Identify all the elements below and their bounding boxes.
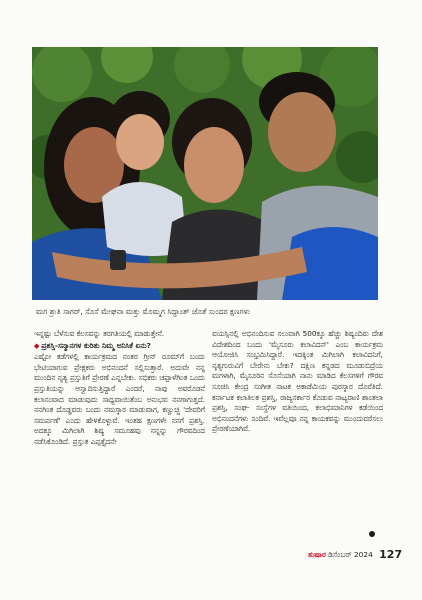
- left-paragraph-1: ಇನ್ನಷ್ಟು ಬೆಳೆಸುವ ಕೆಲಸವನ್ನು ತರಗತಿಯಲ್ಲಿ ಮಾಡುತ್ತೇನೆ.: [34, 329, 165, 338]
- left-paragraph-2: ಎಷ್ಟೋ ಕಡೆಗಳಲ್ಲಿ ಕಾರ್ಯಕ್ರಮದ ನಂತರ ಗ್ರೀನ್ ರೂಮ್‌ಗೆ ಬಂದು ಭೇಟಿಯಾಗುವ ಪ್ರೇಕ್ಷಕರು ಅಭಿನಂದನೆ ಸಲ್ಲಿಸುತ್ತಾರೆ. ಅದುವೇ ನನ್ನ ಮುಂದಿನ ನೃತ್ಯ ಪ್ರಸ್ತುತಿಗೆ ಪ್ರೇರಣೆ ಎನ್ನಬೇಕು. ಸಭಿಕರು ಚಪ್ಪಾಳೆಗಿಂತ ಒಂದು ಪ್ರಸ್ತುತಿಯನ್ನು ಆಸ್ವಾದಿಸುತ್ತಿದ್ದಾರೆ ಎಂದರೆ, ನಾವು ಅವರೊಡನೆ ಕಲಾಸಂವಾದ ಮಾಡುವುದು ಸಾಧ್ಯವಾಯಿತೆಂಬ ಅನುಭವ ನನಗಾಗುತ್ತದೆ. ನನಗಿಂತ ದೊಡ್ಡವರು ಬಂದು ನಮಸ್ಕಾರ ಮಾಡುವಾಗ, ಕಣ್ಣುಚ್ಚಿ 'ದೇವರಿಗೆ ಸಮರ್ಪಣೆ' ಎಂದು ಹೇಳಿಕೊಳ್ಳುವೆ. ಇಂತಹ ಕ್ಷಣಗಳೇ ನನಗೆ ಪ್ರಶಸ್ತಿ. ಅದಕ್ಕೂ ಮಿಗಿಲಾಗಿ ಶಿಷ್ಯ ಸಮೂಹವು ನನ್ನನ್ನು ಗೌರವದಿಂದ ನಡೆಸಿಕೊಂಡಿದೆ. ಪ್ರಸ್ತುತ ಎಪ್ಪತ್ತೈದನೇ: [34, 352, 205, 446]
- page-number: 127: [379, 548, 403, 561]
- photo-caption: ಮಗ ಶ್ರುತಿ ಸಾಗರ್, ಸೊಸೆ ಮೇಘನಾ ಮತ್ತು ಮೊಮ್ಮಗ ಸಿದ್ಧಾಂತ್ ಜೊತೆ ಸುಂದರ ಕ್ಷಣಗಳು: [36, 307, 251, 316]
- article-left-column: [34, 329, 205, 529]
- issue-date: ಡಿಸೆಂಬರ್ 2024: [328, 550, 373, 559]
- article-end-dot-icon: [369, 531, 375, 537]
- interview-question: [34, 341, 205, 352]
- question-text: ಪ್ರಶಸ್ತಿ-ಸನ್ಮಾನಗಳ ಕುರಿತು ನಿಮ್ಮ ಅನಿಸಿಕೆ ಏನು?: [41, 340, 151, 350]
- bullet-icon: ◆: [34, 341, 40, 350]
- family-photo: [32, 47, 378, 300]
- right-paragraph-1: ವಯಸ್ಸಿನಲ್ಲಿ ಅಭಿನಂದಿಸುವ ಸಲುವಾಗಿ 500ಕ್ಕೂ ಹೆಚ್ಚು ಶಿಷ್ಯಂದಿರು ದೇಶ ವಿದೇಶದಿಂದ ಬಂದು 'ಮೈಸೂರು ಕಲಾವಿದನ್' ಎಂಬ ಕಾರ್ಯಕ್ರಮ ಆಯೋಜಿಸಿ ಸಂಭ್ರಮಿಸಿದ್ದಾರೆ. ಇದಕ್ಕಿಂತ ಮಿಗಿಲಾಗಿ ಕಲಾವಿದನಿಗೆ, ನೃತ್ಯಗುರುವಿಗೆ ಬೇರೇನು ಬೇಕು? ದಕ್ಷಿಣ ಕನ್ನಡದ ಮೂಡುಬಿದ್ರೆಯ ಮಗಳಾಗಿ, ಮೈಸೂರಿನ ಸೊಸೆಯಾಗಿ ನಾನು ಮಾಡಿದ ಕೆಲಸಗಳಿಗೆ ಗೌರವ ಸೂಚಿಸಿ ಕೇಂದ್ರ ಸಂಗೀತ ನಾಟಕ ಅಕಾಡೆಮಿಯ ಪುರಸ್ಕಾರ ದೊರೆತಿದೆ. ಕರ್ನಾಟಕ ಕಲಾತಿಲಕ ಪ್ರಶಸ್ತಿ, ರಾಜ್ಯಸರ್ಕಾರ ಕೊಡುವ ನಾಟ್ಯರಾಣಿ ಶಾಂತಲಾ ಪ್ರಶಸ್ತಿ, ಸಂಘ- ಸಂಸ್ಥೆಗಳ ವತಿಯಿಂದ, ಕಲಾಭಿಮಾನಿಗಳ ಕಡೆಯಿಂದ ಅಭಿನಂದನೆಗಳು ಸಂದಿವೆ. ಇವೆಲ್ಲವೂ ನನ್ನ ಕಾಯಕವನ್ನು ಮುಂದುವರೆಸಲು ಪ್ರೇರಣೆಯಾಗಿವೆ.: [212, 329, 383, 434]
- page-footer: [308, 548, 402, 561]
- article-right-column: [212, 329, 383, 529]
- family-photo-illustration: [32, 47, 378, 300]
- magazine-brand: ತುಷಾರ: [308, 550, 326, 559]
